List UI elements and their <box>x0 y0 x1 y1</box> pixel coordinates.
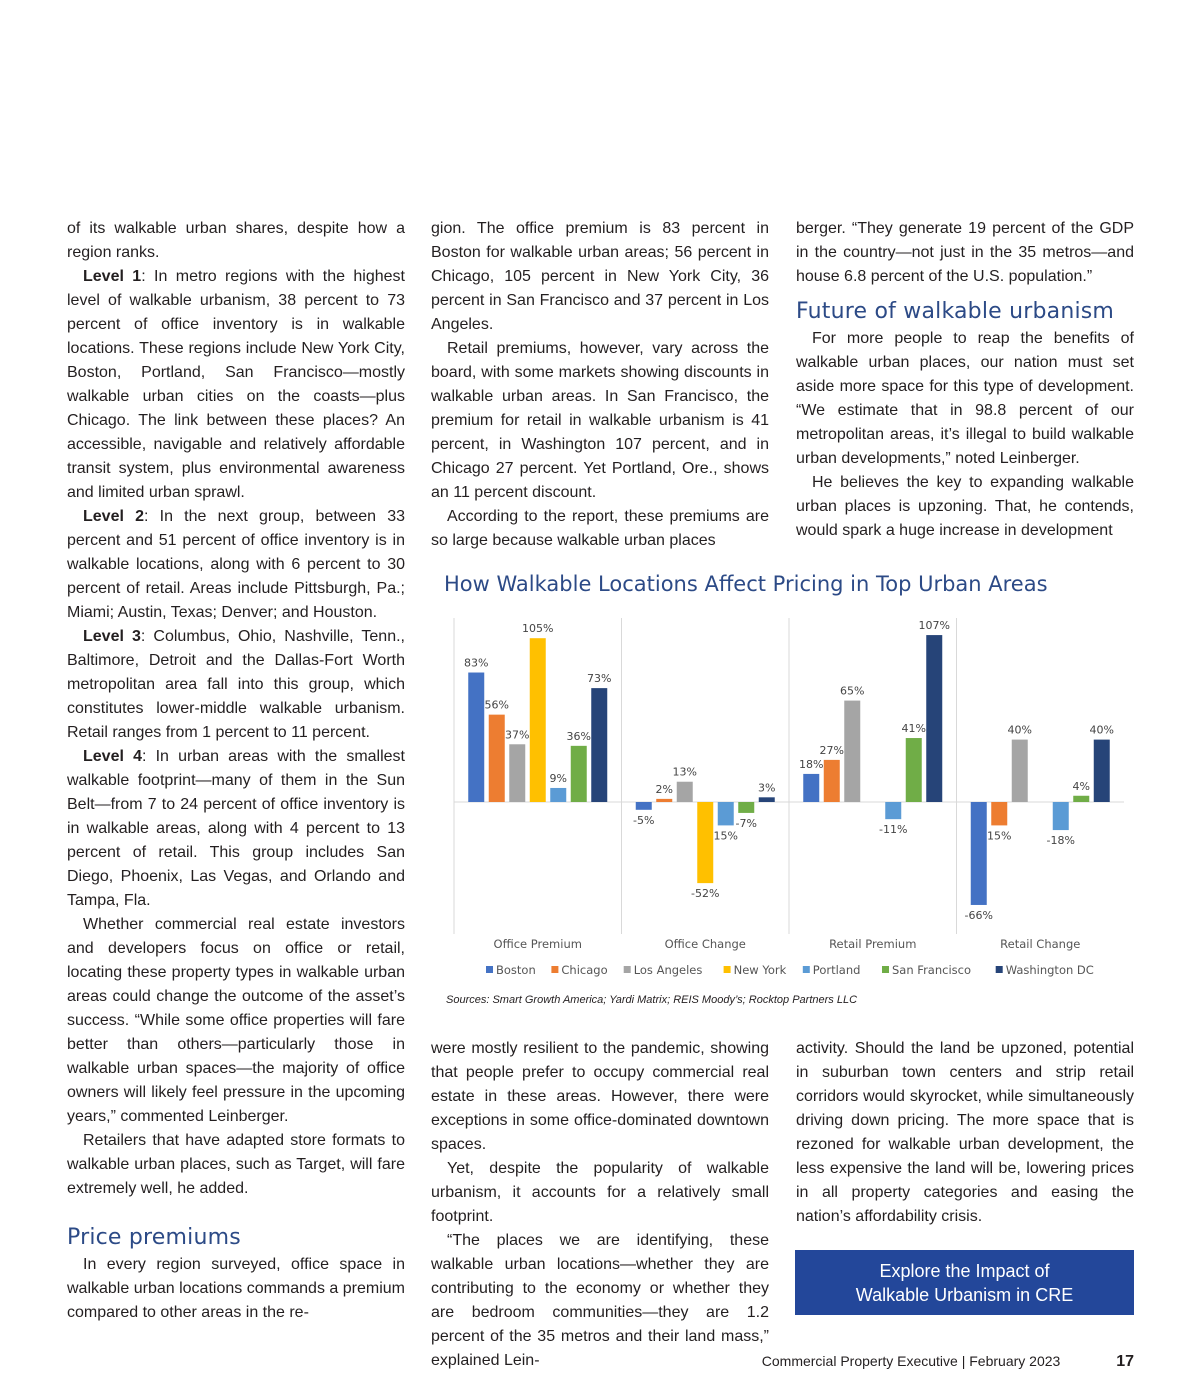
data-label: -66% <box>964 908 993 922</box>
data-label: 36% <box>566 729 591 743</box>
level-1-text: : In metro regions with the highest level of walkable urbanism, 38 percent to 73 percent of office inventory is in walkable locations. These regions include New York City, Boston, Portland, San Francisco—mostly walkable urban cities on the coasts—plus Chicago. The link between these places? An accessible, navigable and relatively affordable transit system, plus environmental awareness and limited urban sprawl. <box>67 268 405 501</box>
body-paragraph: Retail premiums, however, vary across the board, with some markets showing discounts in walkable urban areas. In San Francisco, the premium for retail in walkable urbanism is 41 percent, in Washington 107 percent, and in Chicago 27 percent. Yet Portland, Ore., shows an 11 percent discount. <box>431 340 769 501</box>
right-column-bottom <box>796 1037 1134 1229</box>
bar-portland <box>718 802 734 825</box>
bar-washington-dc <box>1094 740 1110 802</box>
body-paragraph: For more people to reap the benefits of walkable urban places, our nation must set aside more space for this type of development. “We estimate that in 98.8 percent of our metropolitan areas, it’s illegal to build walkable urban developments,” noted Leinberger. <box>796 330 1134 467</box>
category-label: Office Premium <box>493 937 582 951</box>
page-footer <box>620 1353 1134 1371</box>
data-label: 83% <box>464 656 489 670</box>
level-3-label: Level 3 <box>83 628 141 645</box>
body-paragraph: In every region surveyed, office space in walkable urban locations commands a premium compared to other areas in the re- <box>67 1256 405 1321</box>
legend-label: New York <box>733 963 787 977</box>
section-heading-future: Future of walkable urbanism <box>796 299 1115 324</box>
level-2-text: : In the next group, between 33 percent and 51 percent of office inventory is in walkable locations, along with 6 percent to 30 percent of retail. Areas include Pittsburgh, Pa.; Miami; Austin, Texas; Denver; and Houston. <box>67 508 405 621</box>
data-label: 65% <box>840 684 865 698</box>
bar-san-francisco <box>1073 796 1089 802</box>
bar-chicago <box>656 799 672 802</box>
data-label: 40% <box>1007 723 1032 737</box>
footer-publication: Commercial Property Executive | February 2023 <box>761 1353 1061 1369</box>
data-label: 18% <box>799 757 824 771</box>
bar-chart <box>444 604 1134 988</box>
data-label: 73% <box>587 672 612 686</box>
left-column <box>67 217 405 1325</box>
body-paragraph: According to the report, these premiums are so large because walkable urban places <box>431 508 769 549</box>
bar-chicago <box>824 760 840 802</box>
category-label: Office Change <box>664 937 746 951</box>
body-paragraph: berger. “They generate 19 percent of the GDP in the country—not just in the 35 metros—and house 6.8 percent of the U.S. population.” <box>796 220 1134 285</box>
cta-line-1: Explore the Impact of <box>879 1260 1050 1281</box>
data-label: 4% <box>1072 779 1090 793</box>
data-label: -7% <box>735 816 757 830</box>
middle-column-top <box>431 217 769 553</box>
bar-san-francisco <box>738 802 754 813</box>
data-label: 41% <box>901 722 926 736</box>
legend-label: Portland <box>812 963 861 977</box>
bar-new-york <box>697 802 713 883</box>
level-4-paragraph <box>67 745 405 913</box>
legend-label: Los Angeles <box>633 963 703 977</box>
bar-chicago <box>489 715 505 802</box>
category-label: Retail Change <box>1000 937 1081 951</box>
body-paragraph: Whether commercial real estate investors and developers focus on office or retail, locating these property types in walkable urban areas could change the outcome of the asset’s success. “While some office properties will fare better than others—particularly those in walkable urban spaces—the majority of office owners will likely feel pressure in the upcoming years,” commented Leinberger. <box>67 916 405 1125</box>
bar-los-angeles <box>1012 740 1028 802</box>
right-column-top <box>796 217 1134 543</box>
body-paragraph: of its walkable urban shares, despite how a region ranks. <box>67 220 405 261</box>
body-paragraph: activity. Should the land be upzoned, potential in suburban town centers and strip retail corridors would skyrocket, while simultaneously driving down pricing. The more space that is rezoned for walkable urban development, the less expensive the land will be, lowering prices in all property categories and easing the nation’s affordability crisis. <box>796 1040 1134 1225</box>
data-label: 15% <box>987 829 1012 843</box>
body-paragraph: Yet, despite the popularity of walkable urbanism, it accounts for a relatively small footprint. <box>431 1160 769 1225</box>
data-label: 15% <box>713 829 738 843</box>
legend-swatch <box>996 966 1003 973</box>
data-label: -5% <box>633 813 655 827</box>
explore-impact-button[interactable] <box>795 1250 1134 1315</box>
level-1-paragraph <box>67 265 405 505</box>
chart-title: How Walkable Locations Affect Pricing in Top Urban Areas <box>444 572 1048 596</box>
page-number: 17 <box>1116 1353 1134 1370</box>
legend-label: Boston <box>496 963 536 977</box>
chart-sources: Sources: Smart Growth America; Yardi Matrix; REIS Moody’s; Rocktop Partners LLC <box>446 994 858 1006</box>
legend-swatch <box>551 966 558 973</box>
bar-washington-dc <box>926 635 942 802</box>
section-heading-price-premiums: Price premiums <box>67 1225 241 1250</box>
body-paragraph: were mostly resilient to the pandemic, showing that people prefer to occupy commercial real estate in these areas. However, there were exceptions in some office-dominated downtown spaces. <box>431 1040 769 1153</box>
bar-new-york <box>530 638 546 802</box>
bar-boston <box>636 802 652 810</box>
legend-swatch <box>882 966 889 973</box>
data-label: 37% <box>505 728 530 742</box>
level-1-label: Level 1 <box>83 268 142 285</box>
legend-label: Washington DC <box>1005 963 1094 977</box>
data-label: 2% <box>655 782 673 796</box>
data-label: -52% <box>691 887 720 901</box>
bar-san-francisco <box>571 746 587 802</box>
bar-los-angeles <box>677 782 693 802</box>
data-label: 105% <box>522 622 554 636</box>
category-label: Retail Premium <box>829 937 917 951</box>
cta-line-2: Walkable Urbanism in CRE <box>855 1284 1074 1305</box>
bar-boston <box>971 802 987 905</box>
data-label: -11% <box>879 823 908 837</box>
legend-swatch <box>486 966 493 973</box>
bar-portland <box>550 788 566 802</box>
data-label: 3% <box>758 781 776 795</box>
level-2-paragraph <box>67 505 405 625</box>
bar-boston <box>803 774 819 802</box>
bar-portland <box>885 802 901 819</box>
legend-label: Chicago <box>561 963 608 977</box>
body-paragraph: gion. The office premium is 83 percent in Boston for walkable urban areas; 56 percent in Chicago, 105 percent in New York City, 36 percent in San Francisco and 37 percent in Los Angeles. <box>431 220 769 333</box>
body-paragraph: Retailers that have adapted store formats to walkable urban places, such as Target, will fare extremely well, he added. <box>67 1132 405 1197</box>
legend-label: San Francisco <box>892 963 972 977</box>
data-label: 107% <box>918 619 950 633</box>
body-paragraph: He believes the key to expanding walkable urban places is upzoning. That, he contends, would spark a huge increase in development <box>796 474 1134 539</box>
data-label: 9% <box>549 771 567 785</box>
bar-washington-dc <box>759 797 775 802</box>
data-label: 13% <box>672 765 697 779</box>
level-2-label: Level 2 <box>83 508 144 525</box>
level-4-label: Level 4 <box>83 748 142 765</box>
level-3-paragraph <box>67 625 405 745</box>
legend-swatch <box>624 966 631 973</box>
legend-swatch <box>803 966 810 973</box>
bar-portland <box>1053 802 1069 830</box>
body-paragraph: “The places we are identifying, these walkable urban locations—whether they are contributing to the economy or whether they are bedroom communities—they are 1.2 percent of the 35 metros and their land mass,” explained Lein- <box>431 1232 769 1369</box>
middle-column-bottom <box>431 1037 769 1373</box>
bar-chicago <box>991 802 1007 825</box>
data-label: 56% <box>484 698 509 712</box>
bar-los-angeles <box>844 701 860 802</box>
bar-san-francisco <box>906 738 922 802</box>
level-3-text: : Columbus, Ohio, Nashville, Tenn., Baltimore, Detroit and the Dallas-Fort Worth metropolitan area fall into this group, which constitutes lower-middle walkable urbanism. Retail ranges from 1 percent to 11 percent. <box>67 628 405 741</box>
level-4-text: : In urban areas with the smallest walkable footprint—many of them in the Sun Belt—from 7 to 24 percent of office inventory is in walkable areas, along with 4 percent to 13 percent of retail. This group includes San Diego, Phoenix, Las Vegas, and Orlando and Tampa, Fla. <box>67 748 405 909</box>
bar-boston <box>468 673 484 802</box>
legend-swatch <box>724 966 731 973</box>
data-label: 40% <box>1089 723 1114 737</box>
data-label: -18% <box>1046 834 1075 848</box>
data-label: 27% <box>819 743 844 757</box>
bar-washington-dc <box>591 688 607 802</box>
bar-los-angeles <box>509 744 525 802</box>
